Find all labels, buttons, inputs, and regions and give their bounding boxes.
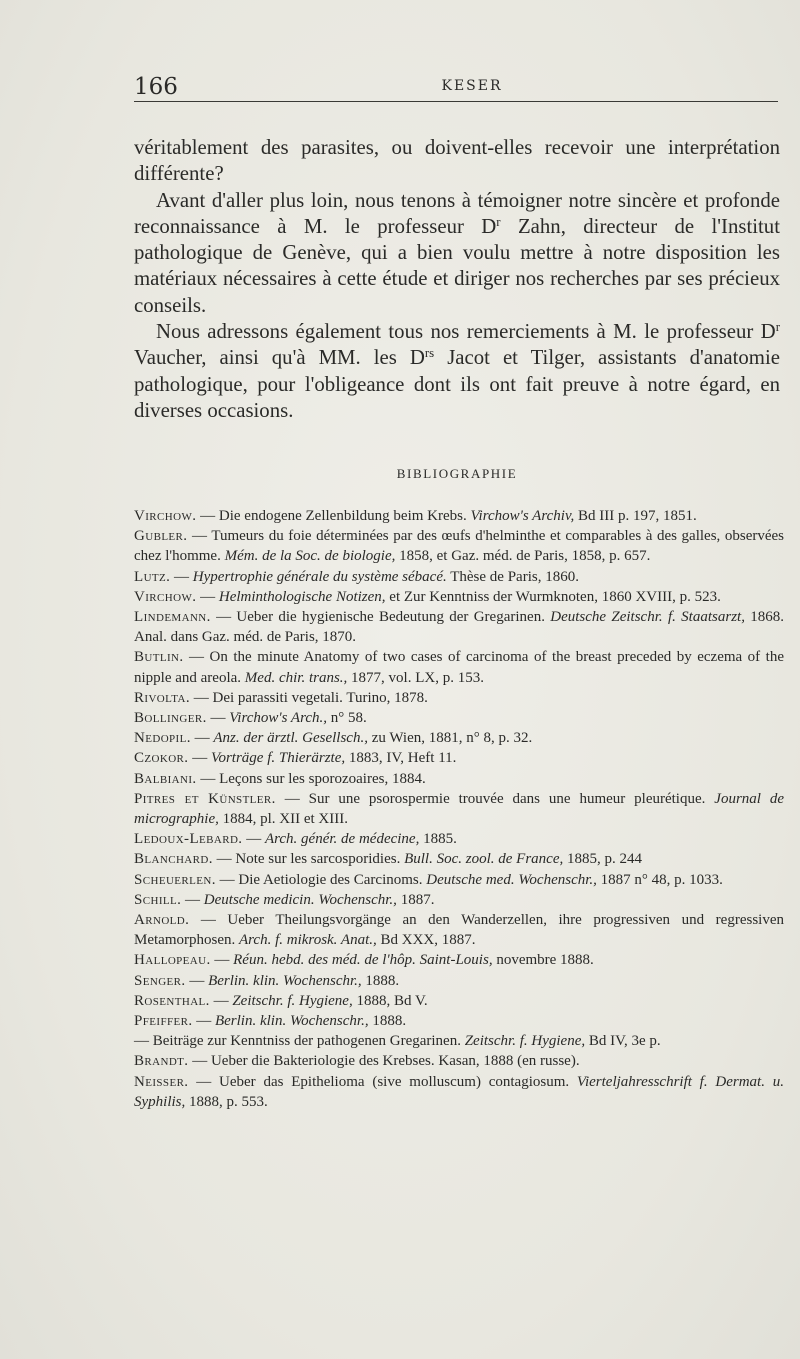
entry-text: — [181,891,204,908]
entry-text: — Ueber die hygienische Bedeutung der Gregarinen. [210,609,551,626]
entry-text: — [210,952,234,969]
entry-author: Rivolta. [134,689,190,706]
entry-text: — [209,992,233,1009]
bibliography-title: BIBLIOGRAPHIE [396,466,518,481]
entry-source: Virchow's Archiv, [470,508,575,524]
bibliography-entry [134,910,784,950]
bibliography-entry [134,769,784,789]
entry-text: — [192,1013,215,1030]
bibliography-entry [134,1072,784,1112]
entry-details: 1885. [419,831,457,848]
bibliography-entry [134,506,784,526]
bibliography-entry [134,1031,784,1051]
entry-details: 1888. [368,1013,407,1030]
bibliography-entry [134,890,784,910]
entry-text: — [188,750,211,767]
entry-text: — Tumeurs du foie déterminées par des œufs d'helminthe et comparables à des galles, observées chez l'homme. [134,528,784,565]
bibliography-entry [134,688,784,708]
entry-details: novembre 1888. [492,952,594,969]
entry-text: — [185,972,209,989]
entry-text: — Note sur les sarcosporidies. [212,851,405,868]
entry-author: Balbiani. [134,770,197,787]
running-head: KESER [441,78,503,94]
entry-author: Virchow. [134,588,197,605]
paragraph-3-text-c: Jacot et Tilger, assistants d'anatomie pathologique, pour l'obligeance dont ils ont fait preuve à notre égard, en diverses occasions. [134,346,780,422]
entry-author: Arnold. [134,912,190,929]
entry-source: Deutsche medicin. Wochenschr., [203,891,397,908]
entry-details: 1877, vol. LX, p. 153. [347,669,484,686]
header-rule [134,101,778,102]
entry-text: — Sur une psorospermie trouvée dans une humeur pleurétique. [275,790,715,807]
entry-source: Vierteljahresschrift f. Dermat. u. Syphilis, [134,1073,784,1110]
bibliography-entry [134,728,784,748]
entry-source: Hypertrophie générale du système sébacé. [192,568,447,585]
bibliography-entry [134,971,784,991]
entry-text: — On the minute Anatomy of two cases of carcinoma of the breast preceded by eczema of the nipple and areola. [134,649,784,686]
paragraph-1-text: véritablement des parasites, ou doivent-elles recevoir une interprétation différente? [134,136,780,186]
entry-author: Scheuerlen. [134,871,216,888]
entry-author: Bollinger. [134,710,207,727]
entry-details: n° 58. [327,710,367,727]
entry-author: Senger. [134,972,186,989]
superscript: r [775,320,780,334]
bibliography-entry [134,870,784,890]
entry-text: — Ueber Theilungsvorgänge an den Wanderzellen, ihre progressiven und regressiven Metamorphosen. [134,912,784,949]
bibliography-list [134,506,784,1112]
bibliography-entry [134,950,784,970]
entry-text: — Dei parassiti vegetali. Turino, 1878. [190,689,428,706]
entry-source: Helminthologische Notizen, [218,588,386,605]
entry-details: 1888. [361,972,400,989]
entry-details: Bd XXX, 1887. [376,932,476,949]
entry-author: Nedopil. [134,730,191,747]
paragraph-2 [134,188,780,319]
superscript: rs [424,346,435,361]
bibliography-entry [134,587,784,607]
body-text [134,135,780,424]
entry-author: Blanchard. [134,851,213,868]
bibliography-entry [134,1011,784,1031]
entry-author: Rosenthal. [134,992,210,1009]
entry-author: Hallopeau. [134,952,211,969]
page-header [134,74,780,100]
entry-author: Pitres et Künstler. [134,790,276,807]
entry-source: Arch. f. mikrosk. Anat., [238,932,377,949]
paragraph-3 [134,319,780,424]
entry-author: Lindemann. [134,609,211,626]
bibliography-entry [134,991,784,1011]
entry-author: Ledoux-Lebard. [134,831,243,848]
bibliography-entry [134,789,784,829]
bibliography-entry [134,526,784,566]
entry-source: Deutsche med. Wochenschr., [426,871,597,888]
bibliography-entry [134,748,784,768]
entry-source: Mém. de la Soc. de biologie, [224,548,396,565]
bibliography-entry [134,567,784,587]
entry-source: Zeitschr. f. Hygiene, [464,1033,586,1050]
entry-author: Pfeiffer. [134,1013,193,1030]
entry-details: 1858, et Gaz. méd. de Paris, 1858, p. 657. [395,548,651,565]
entry-details: 1868. Anal. dans Gaz. méd. de Paris, 1870. [134,609,785,646]
entry-source: Journal de micrographie, [134,790,784,828]
entry-text: — [206,710,230,727]
entry-details: Bd IV, 3e p. [585,1033,661,1050]
entry-source: Arch. génér. de médecine, [264,831,420,848]
entry-details: Thèse de Paris, 1860. [446,568,579,585]
entry-details: 1885, p. 244 [563,851,642,868]
entry-text: — Leçons sur les sporozoaires, 1884. [196,770,426,787]
paragraph-2-text-a: Avant d'aller plus loin, nous tenons à témoigner notre sincère et profonde reconnaissance à M. le professeur D [134,188,780,238]
entry-text: — Beiträge zur Kenntniss der pathogenen Gregarinen. [134,1033,465,1050]
entry-text: — [242,831,265,848]
entry-details: 1887 n° 48, p. 1033. [596,871,723,888]
bibliography-entry [134,829,784,849]
bibliography-entry [134,607,784,647]
entry-author: Lutz. [134,568,171,585]
page-number: 166 [134,74,178,100]
entry-details: 1888, Bd V. [352,992,428,1009]
entry-details: et Zur Kenntniss der Wurmknoten, 1860 XVIII, p. 523. [385,588,721,605]
entry-details: 1884, pl. XII et XIII. [218,811,348,828]
entry-source: Anz. der ärztl. Gesellsch., [213,730,368,747]
paragraph-1 [134,135,780,188]
entry-source: Zeitschr. f. Hygiene, [232,992,353,1009]
entry-details: 1887. [396,891,435,908]
entry-text: — [196,588,219,605]
entry-details: zu Wien, 1881, n° 8, p. 32. [367,730,533,747]
entry-details: 1883, IV, Heft 11. [345,750,457,767]
entry-source: Vorträge f. Thierärzte, [210,750,346,767]
entry-author: Schill. [134,891,182,908]
bibliography-entry [134,1051,784,1071]
entry-text: — [190,730,214,747]
bibliography-entry [134,708,784,728]
entry-details: Bd III p. 197, 1851. [574,508,697,524]
entry-source: Berlin. klin. Wochenschr., [208,972,362,989]
entry-text: — Ueber die Bakteriologie des Krebses. Kasan, 1888 (en russe). [188,1053,580,1070]
entry-author: Butlin. [134,649,184,666]
entry-text: — Ueber das Epithelioma (sive molluscum) contagiosum. [188,1073,577,1090]
entry-source: Med. chir. trans., [244,669,348,686]
entry-author: Gubler. [134,528,188,545]
entry-author: Neisser. [134,1073,189,1090]
entry-author: Virchow. [134,508,197,524]
bibliography-entry [134,647,784,687]
entry-details: 1888, p. 553. [185,1093,268,1110]
entry-source: Deutsche Zeitschr. f. Staatsarzt, [550,609,745,626]
entry-source: Réun. hebd. des méd. de l'hôp. Saint-Louis, [233,952,493,969]
entry-author: Czokor. [134,750,189,767]
paragraph-3-text-a: Nous adressons également tous nos remerciements à M. le professeur D [156,320,776,344]
superscript: r [496,214,501,229]
entry-text: — Die endogene Zellenbildung beim Krebs. [196,508,471,524]
entry-text: — [170,568,193,585]
paragraph-3-text-b: Vaucher, ainsi qu'à MM. les D [134,346,425,370]
paragraph-2-text-b: Zahn, directeur de l'Institut pathologique de Genève, qui a bien voulu mettre à notre disposition les matériaux nécessaires à cette étude et diriger nos recherches par ses précieux conseils. [134,214,780,317]
entry-source: Bull. Soc. zool. de France, [404,851,564,868]
entry-source: Virchow's Arch., [229,710,328,727]
bibliography-entry [134,849,784,869]
entry-text: — Die Aetiologie des Carcinoms. [215,871,427,888]
entry-source: Berlin. klin. Wochenschr., [214,1013,369,1030]
entry-author: Brandt. [134,1053,189,1070]
